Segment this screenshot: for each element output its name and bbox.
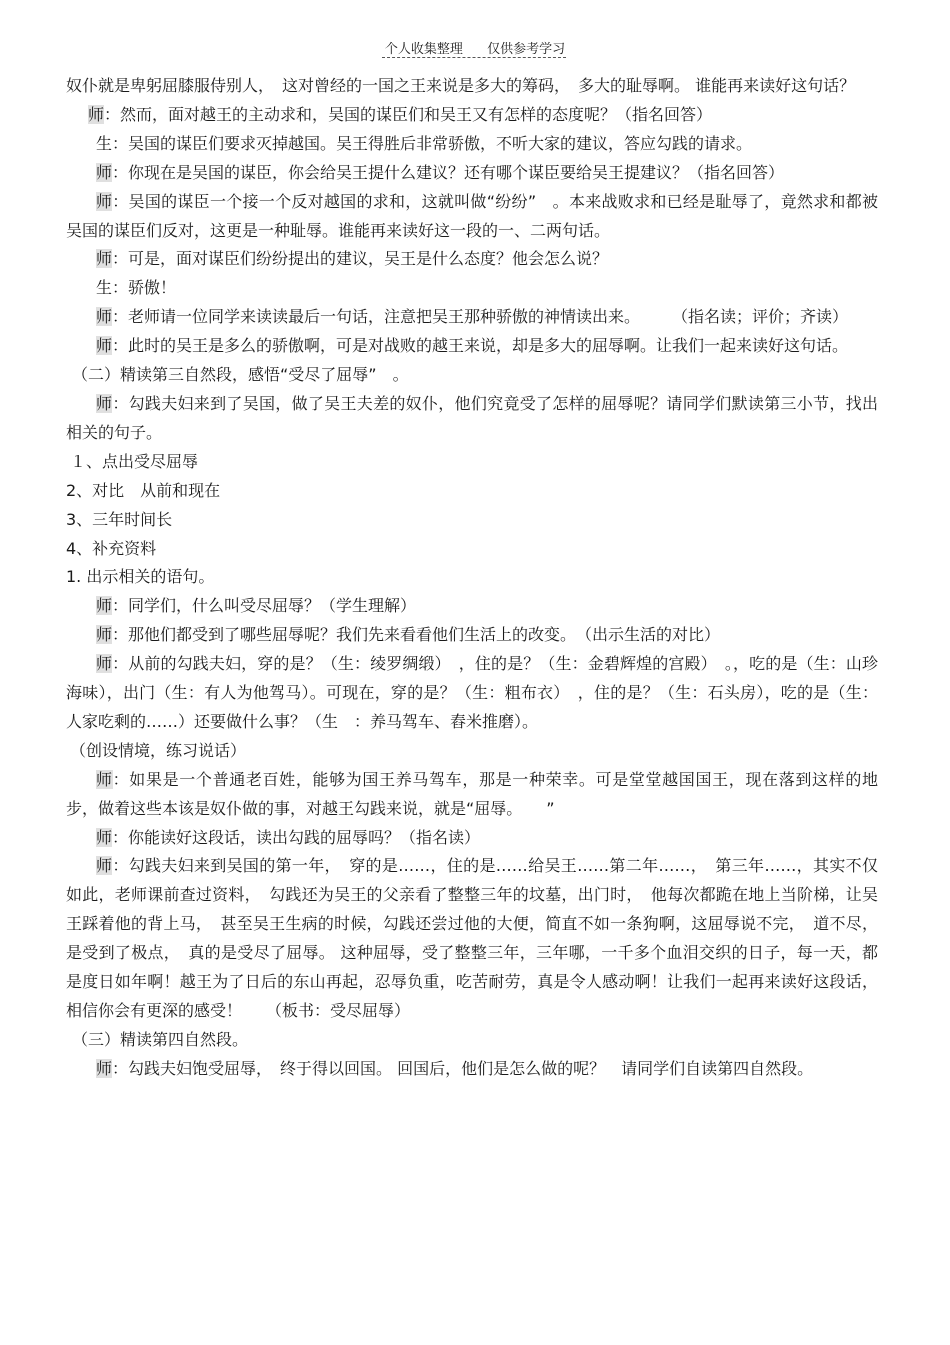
- paragraph-text: ：同学们，什么叫受尽屈辱？（学生理解）: [112, 596, 417, 616]
- header-right-text: 仅供参考学习: [487, 42, 566, 57]
- paragraph-text: ：勾践夫妇饱受屈辱， 终于得以回国。 回国后，他们是怎么做的呢？ 请同学们自读第四自然段。: [112, 1058, 814, 1078]
- document-body: [66, 72, 878, 1084]
- list-item: 4、补充资料: [66, 538, 157, 558]
- paragraph: [66, 852, 878, 1025]
- speaker-teacher: 师: [96, 191, 113, 211]
- page-header: [0, 38, 950, 57]
- paragraph: [66, 766, 878, 824]
- paragraph: [66, 621, 878, 650]
- paragraph-text: ：你现在是吴国的谋臣，你会给吴王提什么建议？还有哪个谋臣要给吴王提建议？（指名回答）: [112, 162, 785, 182]
- paragraph: [66, 332, 878, 361]
- paragraph: [66, 650, 878, 737]
- paragraph: [66, 188, 878, 246]
- paragraph-text: ：勾践夫妇来到吴国的第一年， 穿的是……，住的是……给吴王……第二年……， 第三年……，其实不仅如此，老师课前查过资料， 勾践还为吴王的父亲看了整整三年的坟墓，出门时， 他每次都跪在地上当阶梯，让吴王踩着他的背上马， 甚至吴王生病的时候，勾践还尝过他的大便，简直不如一条狗啊，这屈辱说不完， 道不尽，是受到了极点， 真的是受尽了屈辱。 这种屈辱，受了整整三年，三年哪，一千多个血泪交织的日子，每一天，都是度日如年啊！越王为了日后的东山再起，忍辱负重，吃苦耐劳，真是令人感动啊！让我们一起再来读好这段话，相信你会有更深的感受！ （板书：受尽屈辱）: [66, 856, 878, 1020]
- paragraph: [66, 303, 878, 332]
- paragraph: [66, 245, 878, 274]
- paragraph: [66, 390, 878, 448]
- paragraph-text: ：吴国的谋臣们要求灭掉越国。吴王得胜后非常骄傲，不听大家的建议，答应勾践的请求。: [112, 133, 753, 153]
- paragraph: [66, 274, 878, 303]
- paragraph-text: ：然而，面对越王的主动求和，吴国的谋臣们和吴王又有怎样的态度呢？（指名回答）: [104, 104, 713, 124]
- speaker-teacher: 师: [96, 625, 113, 645]
- speaker-teacher: 师: [96, 856, 113, 876]
- speaker-student: 生: [96, 278, 113, 298]
- paragraph-text: ：那他们都受到了哪些屈辱呢？我们先来看看他们生活上的改变。 （出示生活的对比）: [112, 625, 721, 645]
- paragraph-text: ：从前的勾践夫妇，穿的是？（生：绫罗绸缎） ，住的是？（生：金碧辉煌的宫殿） 。，吃的是（生：山珍海味），出门（生：有人为他驾马）。可现在，穿的是？（生：粗布衣） ，住的是？（生：石头房），吃的是（生：人家吃剩的……）还要做什么事？（生 ：养马驾车、舂米推磨）。: [66, 654, 878, 731]
- paragraph-text: ：你能读好这段话，读出勾践的屈辱吗？（指名读）: [112, 827, 481, 847]
- list-item: １、点出受尽屈辱: [70, 451, 199, 471]
- list-item: 3、三年时间长: [66, 509, 173, 529]
- paragraph-text: ：老师请一位同学来读读最后一句话，注意把吴王那种骄傲的神情读出来。 （指名读；评价；齐读）: [112, 307, 849, 327]
- paragraph-text: ：吴国的谋臣一个接一个反对越国的求和，这就叫做“纷纷” 。本来战败求和已经是耻辱了，竟然求和都被吴国的谋臣们反对，这更是一种耻辱。谁能再来读好这一段的一、二两句话。: [66, 191, 878, 240]
- section-heading: （二）精读第三自然段，感悟“受尽了屈辱” 。: [72, 365, 409, 385]
- paragraph: [66, 130, 878, 159]
- paragraph: [66, 159, 878, 188]
- speaker-teacher: 师: [96, 654, 113, 674]
- paragraph-text: ：勾践夫妇来到了吴国，做了吴王夫差的奴仆，他们究竟受了怎样的屈辱呢？请同学们默读第三小节，找出相关的句子。: [66, 393, 878, 442]
- speaker-teacher: 师: [96, 162, 113, 182]
- paragraph: [66, 592, 878, 621]
- speaker-teacher: 师: [96, 393, 113, 413]
- speaker-student: 生: [96, 133, 113, 153]
- paragraph: [66, 101, 878, 130]
- speaker-teacher: 师: [96, 827, 113, 847]
- paragraph-text: ：此时的吴王是多么的骄傲啊，可是对战败的越王来说，却是多大的屈辱啊。让我们一起来读好这句话。: [112, 336, 849, 356]
- speaker-teacher: 师: [96, 769, 113, 789]
- paragraph: [66, 1055, 878, 1084]
- list-item: 1. 出示相关的语句。: [66, 567, 215, 587]
- header-divider: [382, 57, 566, 58]
- speaker-teacher: 师: [96, 336, 113, 356]
- paragraph-text: ：可是，面对谋臣们纷纷提出的建议，吴王是什么态度？他会怎么说？: [112, 249, 609, 269]
- speaker-teacher: 师: [96, 307, 113, 327]
- list-item: 2、对比 从前和现在: [66, 480, 221, 500]
- speaker-teacher: 师: [96, 596, 113, 616]
- paragraph: 奴仆就是卑躬屈膝服侍别人， 这对曾经的一国之王来说是多大的筹码， 多大的耻辱啊。 谁能再来读好这句话？: [66, 76, 856, 95]
- header-left-text: 个人收集整理: [384, 42, 463, 57]
- paragraph: [66, 824, 878, 853]
- section-heading: （三）精读第四自然段。: [72, 1029, 249, 1049]
- speaker-teacher: 师: [96, 1058, 113, 1078]
- speaker-teacher: 师: [88, 104, 105, 124]
- paragraph-text: ：如果是一个普通老百姓，能够为国王养马驾车，那是一种荣幸。可是堂堂越国国王，现在落到这样的地步，做着这些本该是奴仆做的事，对越王勾践来说，就是“屈辱。 ”: [66, 769, 878, 818]
- speaker-teacher: 师: [96, 249, 113, 269]
- paragraph-text: ：骄傲！: [112, 278, 177, 298]
- paragraph: （创设情境，练习说话）: [70, 740, 247, 760]
